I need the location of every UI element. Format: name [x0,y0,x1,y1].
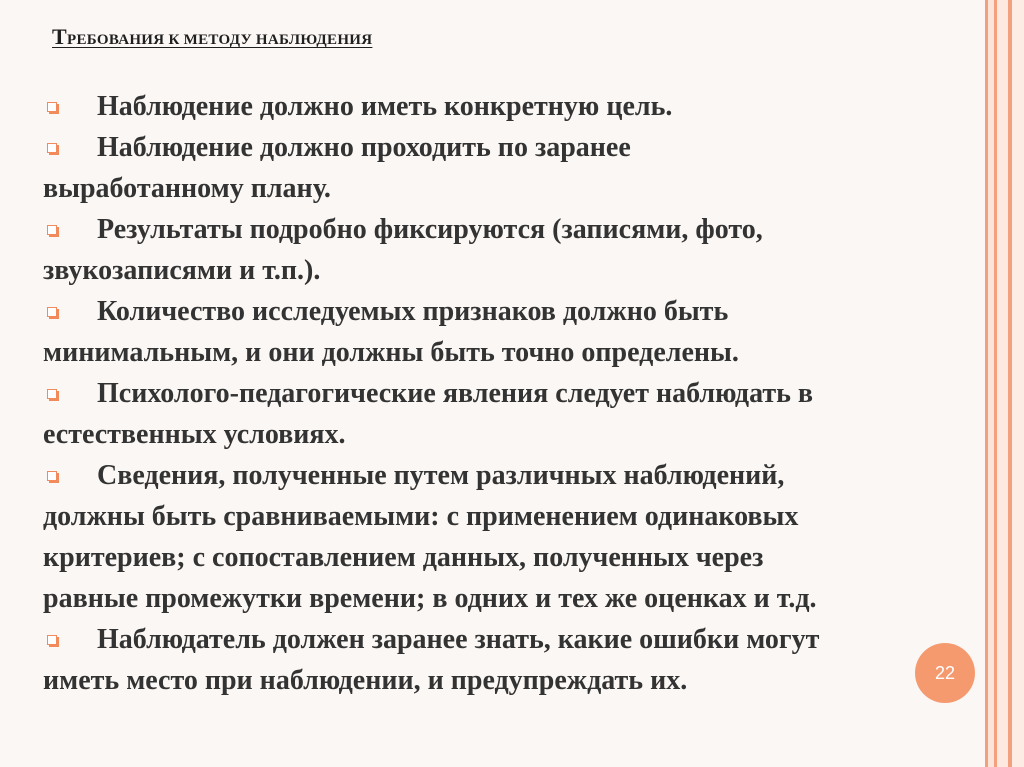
list-item [43,127,991,168]
list-item-continuation [43,537,991,578]
list-item-text: Наблюдение должно иметь конкретную цель. [97,91,673,122]
list-item-continuation [43,168,991,209]
slide-title-rest: РЕБОВАНИЯ К МЕТОДУ НАБЛЮДЕНИЯ [66,32,373,48]
page-number-badge: 22 [915,643,975,703]
list-item-continuation [43,414,991,455]
list-item [43,455,991,496]
list-item-text: равные промежутки времени; в одних и тех же оценках и т.д. [43,583,817,614]
list-item-text: выработанному плану. [43,173,331,204]
list-item [43,209,991,250]
square-bullet-icon [47,471,57,481]
list-item-text: минимальным, и они должны быть точно определены. [43,337,739,368]
list-item-text: Психолого-педагогические явления следует наблюдать в [97,378,814,409]
square-bullet-icon [47,143,57,153]
list-item-continuation [43,578,991,619]
list-item-text: Сведения, полученные путем различных наблюдений, [97,460,785,491]
square-bullet-icon [47,635,57,645]
list-item-continuation [43,332,991,373]
list-item-continuation [43,496,991,537]
list-item-text: должны быть сравниваемыми: с применением одинаковых [43,501,799,532]
square-bullet-icon [47,225,57,235]
list-item-text: Количество исследуемых признаков должно быть [97,296,729,327]
list-item-text: звукозаписями и т.п.). [43,255,321,286]
list-item-text: естественных условиях. [43,419,346,450]
decorative-stripe [997,0,1008,767]
list-item-text: Наблюдение должно проходить по заранее [97,132,631,163]
square-bullet-icon [47,102,57,112]
square-bullet-icon [47,389,57,399]
slide-title [52,24,372,50]
slide-title-first-letter: Т [52,24,67,49]
list-item-text: Наблюдатель должен заранее знать, какие ошибки могут [97,624,820,655]
list-item [43,373,991,414]
list-item [43,291,991,332]
list-item-text: Результаты подробно фиксируются (записями, фото, [97,214,763,245]
requirements-list [43,86,991,701]
list-item [43,86,991,127]
list-item [43,619,991,660]
list-item-text: иметь место при наблюдении, и предупреждать их. [43,665,688,696]
list-item-continuation [43,250,991,291]
decorative-stripe [1012,0,1024,767]
list-item-text: критериев; с сопоставлением данных, полученных через [43,542,764,573]
square-bullet-icon [47,307,57,317]
list-item-continuation [43,660,991,701]
